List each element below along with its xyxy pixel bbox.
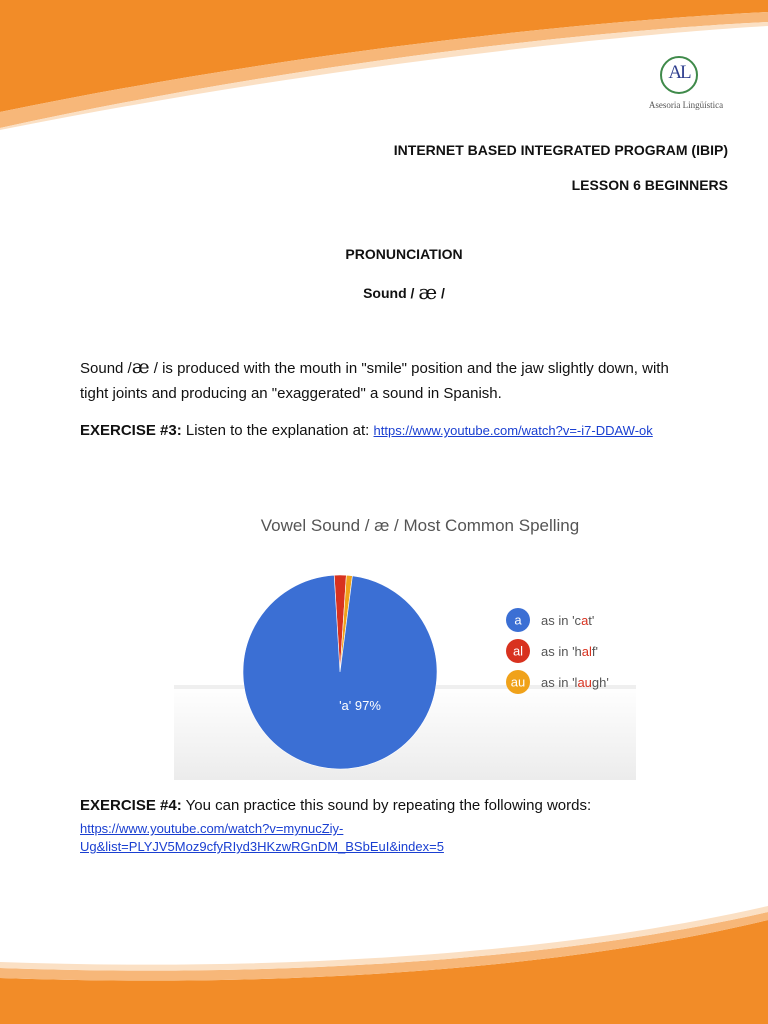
exercise-4-text: You can practice this sound by repeating the following words: [181,797,592,814]
exercise-3-link[interactable]: https://www.youtube.com/watch?v=-i7-DDAW-ok [373,423,653,438]
program-title: INTERNET BASED INTEGRATED PROGRAM (IBIP) [393,142,728,158]
exercise-3-label: EXERCISE #3: [80,422,182,439]
section-title: PRONUNCIATION [345,246,463,262]
legend-key-a: a [514,612,522,628]
legend-label-au: as in 'laugh' [541,675,609,690]
legend-key-au: au [510,674,526,690]
description-prefix: Sound / [80,360,132,377]
pie-chart-svg [174,500,636,780]
legend-key-al: al [512,643,524,659]
logo-letters: AL [668,62,690,83]
sound-slash: / [441,285,445,301]
exercise-4-link-line1: https://www.youtube.com/watch?v=mynucZiy- [80,821,344,836]
sound-description [80,355,700,406]
exercise-4-link-line2: Ug&list=PLYJV5Moz9cfyRIyd3HKzwRGnDM_BSbEuI&index=5 [80,839,444,854]
exercise-3-text: Listen to the explanation at: [181,422,374,439]
logo-name: Asesoria Lingüística [648,100,724,110]
sound-symbol: æ [418,280,438,304]
description-symbol: æ [131,356,150,378]
lesson-title: LESSON 6 BEGINNERS [571,177,728,193]
sound-label: Sound / [363,285,415,301]
brand-logo [638,56,734,116]
footer-swoosh [0,860,768,1024]
exercise-4-label: EXERCISE #4: [80,797,182,814]
exercise-3 [80,422,653,439]
vowel-spelling-chart [174,500,636,780]
exercise-4-link[interactable] [80,820,444,856]
sound-heading [0,280,768,304]
slice-label: 'a' 97% [339,698,381,713]
legend-label-a: as in 'cat' [541,613,595,628]
exercise-4 [80,797,591,814]
description-text: / is produced with the mouth in "smile" position and the jaw slightly down, with tight joints and producing an "exaggerated" a sound in Spanish. [80,360,669,402]
legend-label-al: as in 'half' [541,644,599,659]
chart-title: Vowel Sound / æ / Most Common Spelling [260,516,580,535]
